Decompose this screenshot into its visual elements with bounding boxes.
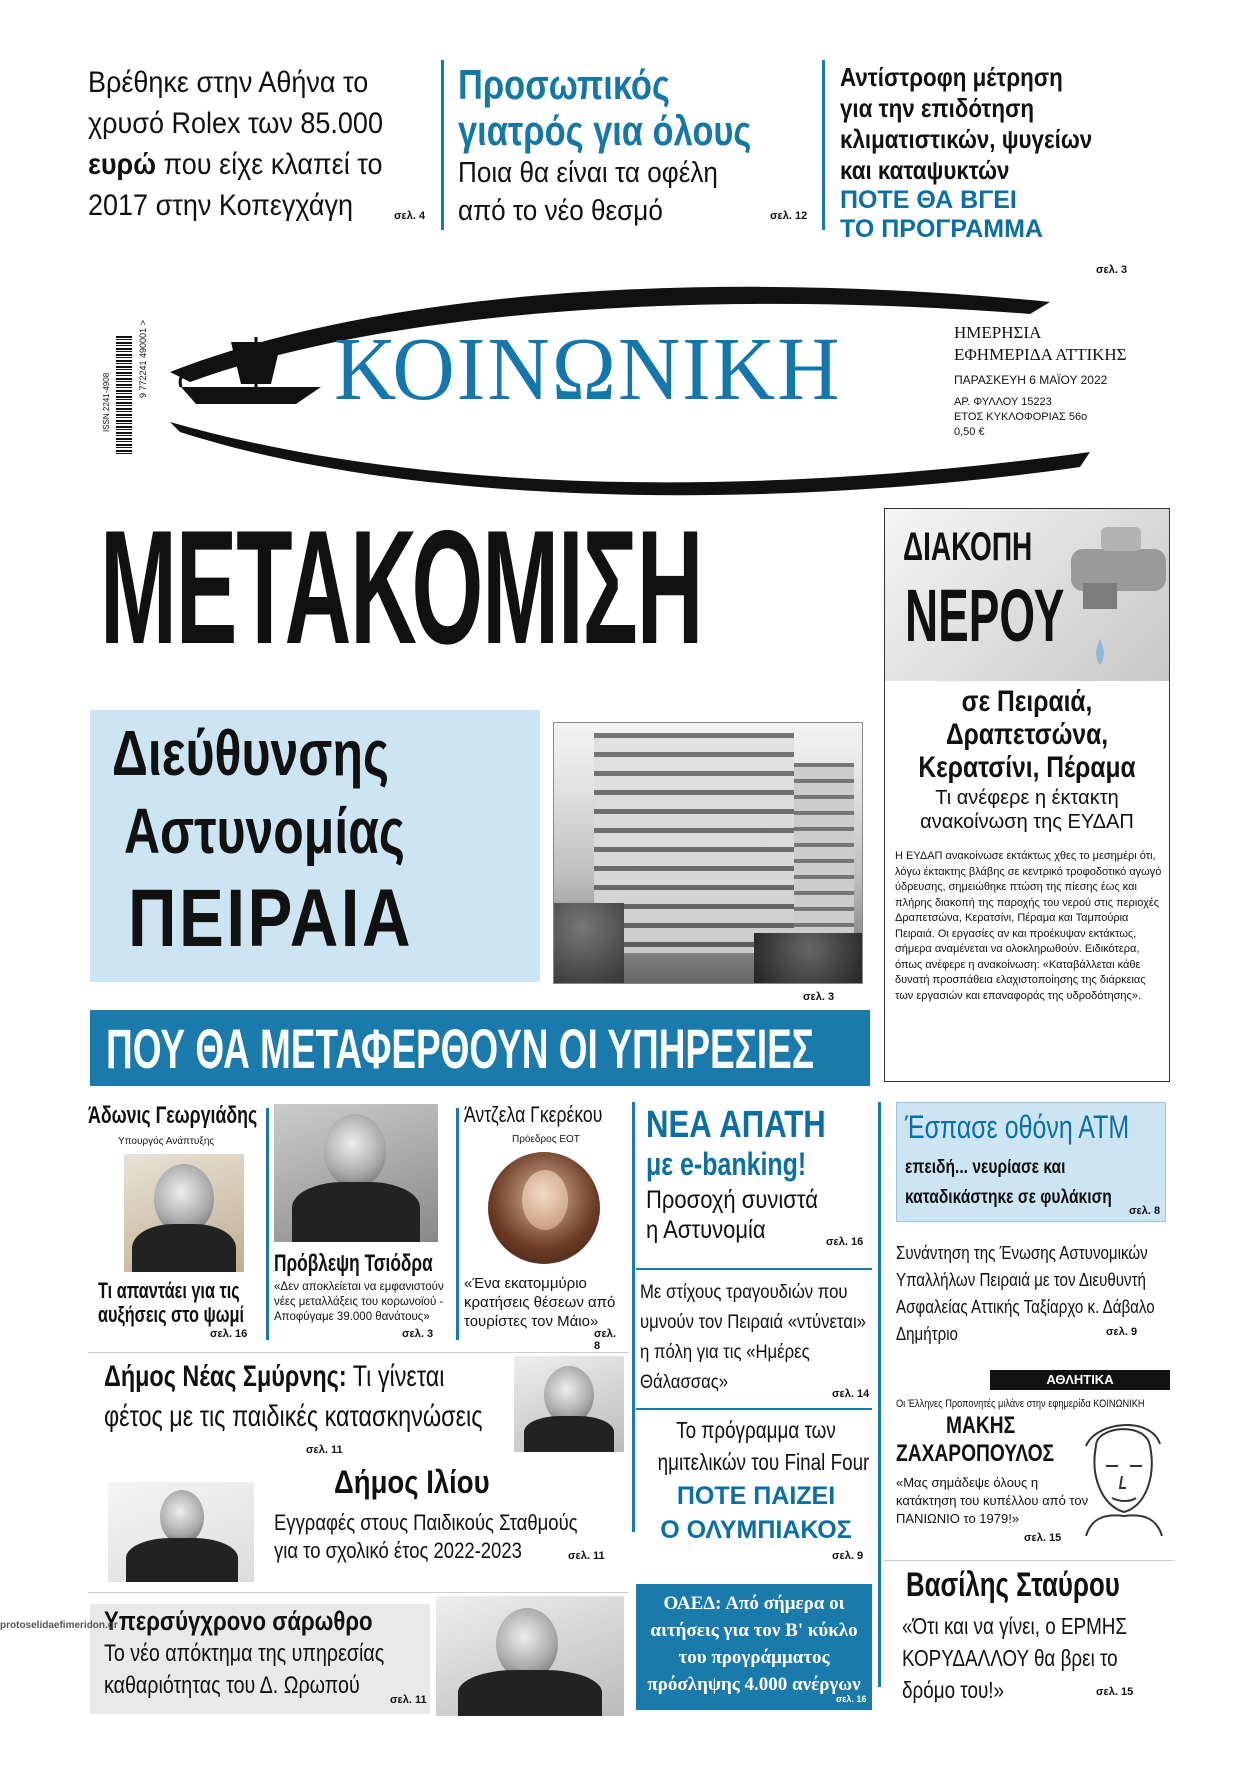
georgiadis-name: Άδωνις Γεωργιάδης bbox=[88, 1102, 258, 1129]
sports-story[interactable] bbox=[884, 1394, 1174, 1550]
tsiodras-page: σελ. 3 bbox=[402, 1328, 434, 1340]
smyrni-line-2: φέτος με τις παιδικές κατασκηνώσεις bbox=[104, 1400, 483, 1433]
sports-label-text: ΑΘΛΗΤΙΚΑ bbox=[1046, 1372, 1114, 1387]
police-union-story[interactable] bbox=[896, 1240, 1172, 1350]
watermark[interactable]: protoselidaefimeridon.gr bbox=[0, 1620, 118, 1631]
scam-sub-2: η Αστυνομία bbox=[646, 1216, 766, 1244]
water-title-1: ΔΙΑΚΟΠΗ bbox=[903, 525, 1033, 569]
ilion-title: Δήμος Ιλίου bbox=[334, 1464, 490, 1500]
police-building-photo bbox=[553, 722, 863, 984]
oropos-line-1: Το νέο απόκτημα της υπηρεσίας bbox=[104, 1640, 385, 1667]
masthead-issue: ΑΡ. ΦΥΛΛΟΥ 15223 bbox=[954, 396, 1052, 408]
finalfour-blue-1: ΠΟΤΕ ΠΑΙΖΕΙ bbox=[676, 1482, 836, 1510]
oaed-page: σελ. 16 bbox=[836, 1694, 867, 1704]
police-union-page: σελ. 9 bbox=[1106, 1326, 1138, 1338]
ilion-mayor-photo bbox=[108, 1482, 254, 1582]
oropos-line-2: καθαριότητας του Δ. Ωρωπού bbox=[104, 1672, 360, 1699]
smyrni-page: σελ. 11 bbox=[306, 1444, 343, 1456]
songs-text: Με στίχους τραγουδιών που υμνούν τον Πειραιά «ντύνεται» η πόλη για τις «Ημέρες Θάλασσας» bbox=[640, 1282, 866, 1393]
coach-sketch-icon bbox=[1076, 1416, 1170, 1536]
water-places-1: σε Πειραιά, bbox=[961, 685, 1093, 718]
doctor-title-1: Προσωπικός bbox=[458, 61, 670, 108]
sports-kicker: Οι Έλληνες Προπονητές μιλάνε στην εφημερίδα ΚΟΙΝΩΝΙΚΗ bbox=[896, 1398, 1145, 1410]
divider bbox=[266, 1108, 269, 1340]
lead-subhead-box[interactable] bbox=[90, 710, 540, 982]
divider bbox=[88, 1352, 628, 1353]
ilion-story[interactable] bbox=[270, 1464, 630, 1574]
sports-label[interactable] bbox=[990, 1370, 1170, 1390]
gkerekou-story[interactable] bbox=[464, 1102, 624, 1352]
scam-sub-1: Προσοχή συνιστά bbox=[646, 1186, 818, 1214]
oaed-text: ΟΑΕΔ: Από σήμερα οι αιτήσεις για τον Β' κύκλο του προγράμματος πρόσληψης 4.000 ανέργων bbox=[647, 1593, 861, 1695]
tsiodras-quote: «Δεν αποκλείεται να εμφανιστούν νέες μεταλλάξεις του κορωνοϊού - Αποφύγαμε 39.000 θανάτους» bbox=[274, 1281, 444, 1323]
oropos-photo bbox=[436, 1596, 624, 1716]
scam-title-1: ΝΕΑ ΑΠΑΤΗ bbox=[646, 1104, 826, 1146]
atm-page: σελ. 8 bbox=[1129, 1205, 1161, 1217]
oropos-page: σελ. 11 bbox=[390, 1694, 427, 1706]
ilion-page: σελ. 11 bbox=[568, 1550, 605, 1562]
subsidy-story[interactable] bbox=[840, 62, 1170, 244]
barcode-number: 9 772241 490001 > bbox=[138, 320, 148, 398]
water-title-2: ΝΕΡΟΥ bbox=[905, 574, 1065, 657]
scam-title-2: με e-banking! bbox=[646, 1146, 807, 1182]
subsidy-blue-2: ΤΟ ΠΡΟΓΡΑΜΜΑ bbox=[840, 215, 1043, 243]
lead-headline[interactable]: ΜΕΤΑΚΟΜΙΣΗ bbox=[100, 497, 703, 678]
divider bbox=[878, 1102, 881, 1687]
subsidy-blue-1: ΠΟΤΕ ΘΑ ΒΓΕΙ bbox=[840, 186, 1017, 214]
rolex-line-1: Βρέθηκε στην Αθήνα το bbox=[88, 66, 369, 99]
finalfour-story[interactable] bbox=[636, 1414, 876, 1574]
masthead-info bbox=[954, 322, 1127, 440]
gkerekou-quote: «Ένα εκατομμύριο κρατήσεις θέσεων από τουρίστες τον Μάιο» bbox=[464, 1275, 616, 1330]
ilion-line-1: Εγγραφές στους Παιδικούς Σταθμούς bbox=[274, 1510, 578, 1535]
masthead-tag-1: ΗΜΕΡΗΣΙΑ bbox=[954, 323, 1042, 342]
water-places-2: Δραπετσώνα, bbox=[945, 718, 1109, 751]
masthead-tag-2: ΕΦΗΜΕΡΙΔΑ ΑΤΤΙΚΗΣ bbox=[954, 345, 1127, 364]
rolex-line-3: που είχε κλαπεί το bbox=[156, 148, 383, 181]
rolex-line-3-bold: ευρώ bbox=[88, 148, 157, 181]
smyrni-mayor-photo bbox=[514, 1356, 624, 1452]
divider bbox=[636, 1408, 872, 1410]
atm-story[interactable] bbox=[896, 1102, 1166, 1222]
rolex-story[interactable] bbox=[88, 62, 428, 226]
water-body: Η ΕΥΔΑΠ ανακοίνωσε εκτάκτως χθες το μεσημέρι ότι, λόγω έκτακτης βλάβης σε κεντρικό τροφοδοτικό αγωγό ύδρευσης, σημειώθηκε πτώση της πίεσης έως και πλήρης διακοπή της παροχής του νερού στις περιοχές Δραπετσώνα, Κερατσίνι, Πέραμα και Ταμπούρια Πειραιά. Οι εργασίες αν και προέκυψαν εκτάκτως, σήμερα αναμένεται να ολοκληρωθούν. Ειδικότερα, όπως ανέφερε η ανακοίνωση: «Καταβάλλεται κάθε δυνατή προσπάθεια ελαχιστοποίησης της διάρκειας των εργασιών και επαναφοράς της υδροδότησης». bbox=[895, 850, 1162, 1002]
finalfour-page: σελ. 9 bbox=[832, 1550, 864, 1562]
masthead-price: 0,50 € bbox=[954, 426, 985, 438]
water-tap-icon bbox=[1061, 519, 1166, 679]
subsidy-page: σελ. 3 bbox=[1096, 264, 1128, 276]
divider bbox=[884, 1560, 1174, 1561]
doctor-story[interactable] bbox=[458, 62, 818, 230]
water-places-3: Κερατσίνι, Πέραμα bbox=[918, 751, 1136, 784]
masthead-date: ΠΑΡΑΣΚΕΥΗ 6 ΜΑΪΟΥ 2022 bbox=[954, 373, 1108, 387]
oaed-story[interactable] bbox=[636, 1584, 872, 1710]
oropos-title: Υπερσύγχρονο σάρωθρο bbox=[104, 1606, 373, 1636]
tsiodras-title: Πρόβλεψη Τσιόδρα bbox=[274, 1250, 433, 1277]
ilion-line-2: για το σχολικό έτος 2022-2023 bbox=[274, 1538, 522, 1563]
lead-sub-1: Διεύθυνσης bbox=[112, 717, 389, 789]
finalfour-line-1: Το πρόγραμμα των bbox=[676, 1417, 836, 1443]
georgiadis-head-2: αυξήσεις στο ψωμί bbox=[98, 1302, 244, 1327]
stavrou-quote: «Ότι και να γίνει, ο ΕΡΜΗΣ ΚΟΡΥΔΑΛΛΟΥ θα βρει το δρόμο του!» bbox=[902, 1613, 1128, 1703]
water-sub-1: Τι ανέφερε η έκτακτη bbox=[935, 787, 1119, 809]
gkerekou-page: σελ. 8 bbox=[594, 1328, 616, 1352]
subsidy-line-4: και καταψυκτών bbox=[840, 155, 1010, 185]
doctor-sub-2: από το νέο θεσμό bbox=[458, 195, 663, 227]
georgiadis-role: Υπουργός Ανάπτυξης bbox=[118, 1136, 215, 1147]
stavrou-story[interactable] bbox=[884, 1566, 1174, 1706]
police-union-text: Συνάντηση της Ένωσης Αστυνομικών Υπαλλήλων Πειραιά με τον Διευθυντή Ασφαλείας Αττικής Ταξίαρχο κ. Δάβαλο Δημήτριο bbox=[896, 1243, 1155, 1344]
divider bbox=[456, 1108, 459, 1340]
water-story[interactable] bbox=[884, 508, 1170, 1082]
scam-story[interactable] bbox=[640, 1100, 872, 1268]
water-sub-2: ανακοίνωση της ΕΥΔΑΠ bbox=[920, 811, 1134, 833]
finalfour-blue-2: Ο ΟΛΥΜΠΙΑΚΟΣ bbox=[660, 1516, 852, 1544]
barcode bbox=[116, 336, 132, 454]
stavrou-name: Βασίλης Σταύρου bbox=[906, 1566, 1120, 1604]
subsidy-line-1: Αντίστροφη μέτρηση bbox=[840, 62, 1063, 92]
doctor-page: σελ. 12 bbox=[770, 210, 808, 222]
finalfour-line-2: ημιτελικών του Final Four bbox=[657, 1449, 870, 1475]
scam-page: σελ. 16 bbox=[826, 1236, 864, 1248]
sports-page: σελ. 15 bbox=[1024, 1532, 1062, 1544]
smyrni-bold: Δήμος Νέας Σμύρνης: bbox=[104, 1360, 347, 1393]
rolex-line-2: χρυσό Rolex των 85.000 bbox=[88, 107, 383, 140]
divider bbox=[88, 1592, 628, 1593]
doctor-title-2: γιατρός για όλους bbox=[458, 107, 752, 154]
lead-page: σελ. 3 bbox=[803, 991, 835, 1003]
georgiadis-story[interactable] bbox=[88, 1102, 260, 1342]
tsiodras-photo bbox=[274, 1104, 438, 1242]
songs-page: σελ. 14 bbox=[832, 1388, 870, 1400]
georgiadis-photo bbox=[124, 1154, 244, 1272]
sports-quote: «Μας σημάδεψε όλους η κατάκτηση του κυπέλλου από τον ΠΑΝΙΩΝΙΟ το 1979!» bbox=[896, 1475, 1089, 1526]
lead-sub-3: ΠΕΙΡΑΙΑ bbox=[128, 873, 413, 964]
gkerekou-role: Πρόεδρος ΕΟΤ bbox=[512, 1134, 580, 1145]
atm-sub: επειδή... νευρίασε και καταδικάστηκε σε φυλάκιση bbox=[905, 1157, 1112, 1208]
rolex-page: σελ. 4 bbox=[394, 210, 426, 222]
sports-name-1: ΜΑΚΗΣ bbox=[946, 1412, 1016, 1439]
sports-name-2: ΖΑΧΑΡΟΠΟΥΛΟΣ bbox=[896, 1440, 1055, 1467]
songs-story[interactable] bbox=[640, 1278, 872, 1398]
divider bbox=[441, 60, 444, 230]
ship-logo-icon bbox=[176, 332, 326, 417]
divider bbox=[632, 1102, 635, 1532]
lead-banner-text: ΠΟΥ ΘΑ ΜΕΤΑΦΕΡΘΟΥΝ ΟΙ ΥΠΗΡΕΣΙΕΣ bbox=[106, 1017, 814, 1080]
divider bbox=[822, 60, 825, 230]
issn-number: ISSN 2241-4908 bbox=[102, 372, 111, 432]
lead-banner[interactable] bbox=[90, 1010, 870, 1086]
gkerekou-name: Άντζελα Γκερέκου bbox=[464, 1102, 603, 1127]
subsidy-line-2: για την επιδότηση bbox=[840, 93, 1035, 123]
masthead-title: ΚΟΙΝΩΝΙΚΗ bbox=[334, 320, 842, 419]
divider bbox=[636, 1268, 872, 1270]
subsidy-line-3: κλιματιστικών, ψυγείων bbox=[840, 124, 1093, 154]
rolex-line-4: 2017 στην Κοπεγχάγη bbox=[88, 189, 353, 222]
stavrou-page: σελ. 15 bbox=[1096, 1686, 1134, 1698]
smyrni-rest: Τι γίνεται bbox=[346, 1360, 445, 1393]
masthead-year: ΕΤΟΣ ΚΥΚΛΟΦΟΡΙΑΣ 56ο bbox=[954, 411, 1088, 423]
doctor-sub-1: Ποια θα είναι τα οφέλη bbox=[458, 157, 718, 189]
tsiodras-story[interactable] bbox=[274, 1104, 454, 1344]
georgiadis-page: σελ. 16 bbox=[210, 1328, 248, 1340]
oropos-story[interactable] bbox=[90, 1604, 430, 1714]
georgiadis-head-1: Τι απαντάει για τις bbox=[98, 1278, 240, 1303]
gkerekou-photo bbox=[488, 1152, 600, 1264]
lead-sub-2: Αστυνομίας bbox=[124, 795, 405, 867]
atm-title: Έσπασε οθόνη ΑΤΜ bbox=[905, 1109, 1130, 1145]
